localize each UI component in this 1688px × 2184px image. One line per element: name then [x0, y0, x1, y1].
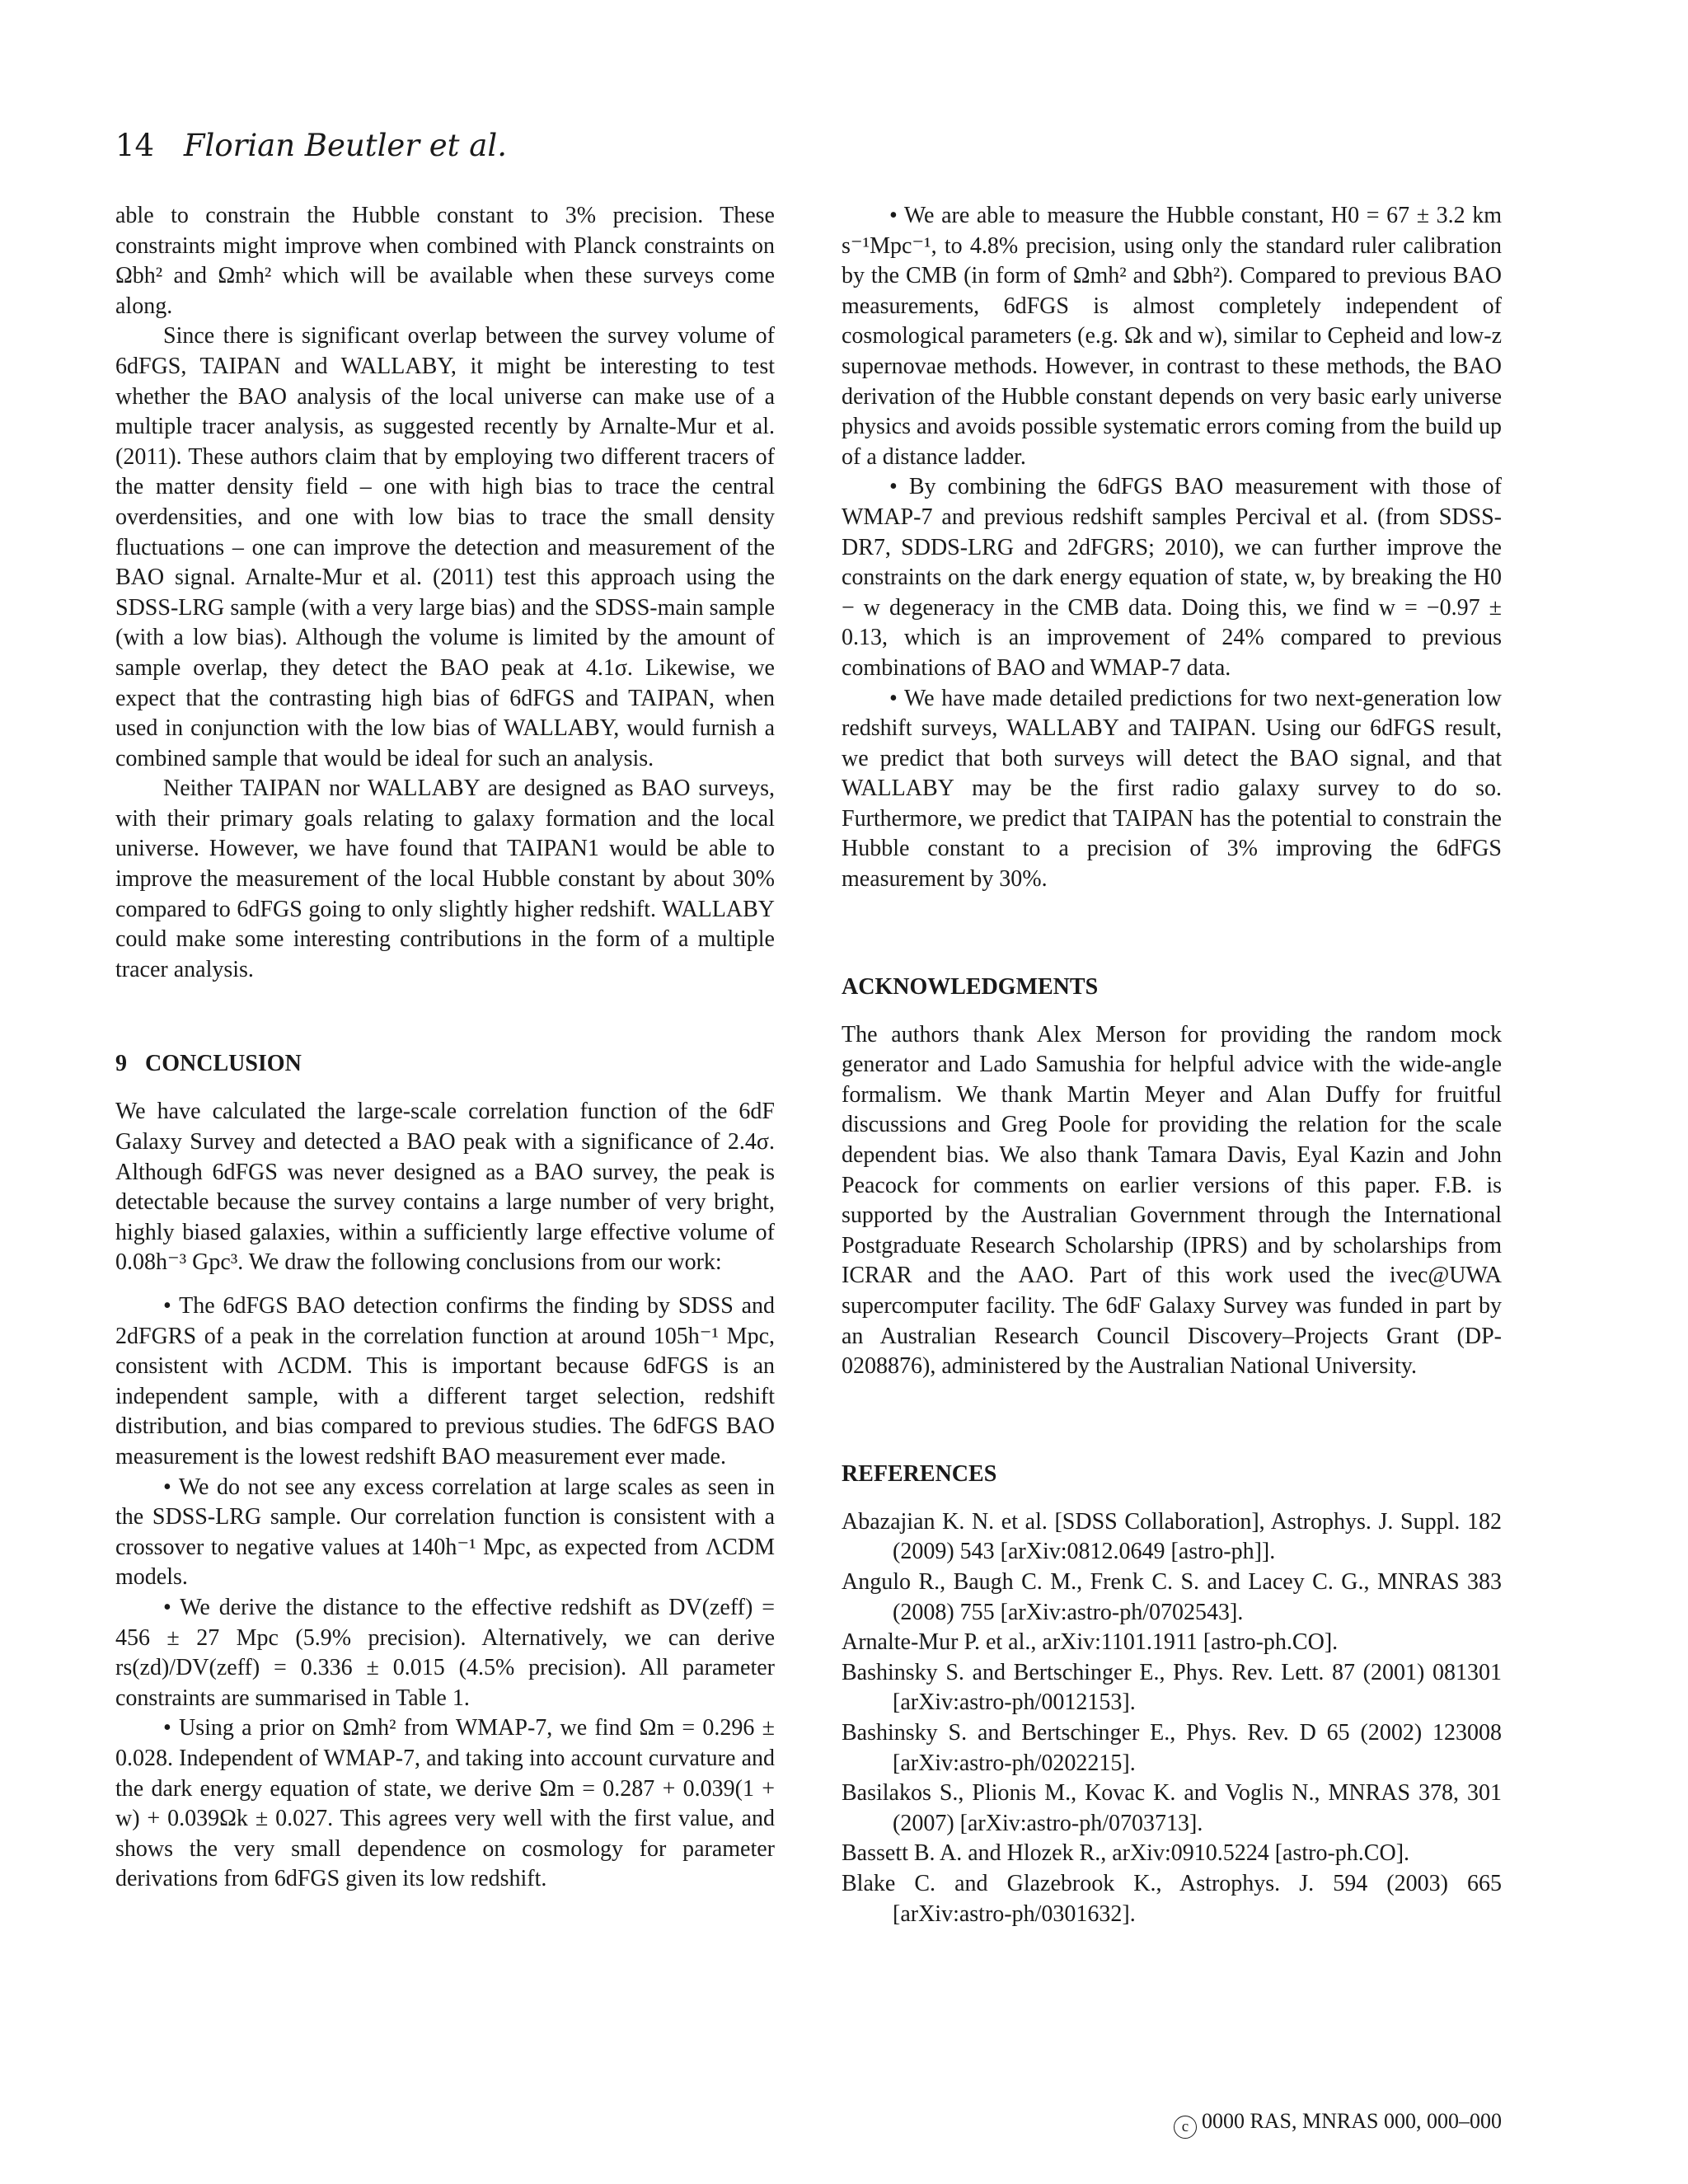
acknowledgments-text: The authors thank Alex Merson for providing the random mock generator and Lado Samushia for helpful advice with the wide-angle formalism. We thank Martin Meyer and Alan Duffy for fruitful discussions and Greg Poole for providing the relation for the scale dependent bias. We also thank Tamara Davis, Eyal Kazin and John Peacock for comments on earlier versions of this paper. F.B. is supported by the Australian Government through the International Postgraduate Research Scholarship (IPRS) and by scholarships from ICRAR and the AAO. Part of this work used the ivec@UWA supercomputer facility. The 6dF Galaxy Survey was funded in part by an Australian Research Council Discovery–Projects Grant (DP-0208876), administered by the Australian National University.	[842, 1021, 1502, 1380]
section-title: CONCLUSION	[145, 1051, 302, 1077]
reference-item: Bashinsky S. and Bertschinger E., Phys. Rev. D 65 (2002) 123008 [arXiv:astro-ph/0202215].	[842, 1719, 1502, 1776]
footer-text: 0000 RAS, MNRAS 000, 000–000	[1201, 2109, 1502, 2133]
section-heading-acknowledgments: ACKNOWLEDGMENTS	[842, 973, 1099, 1000]
reference-item: Blake C. and Glazebrook K., Astrophys. J. 594 (2003) 665 [arXiv:astro-ph/0301632].	[842, 1870, 1502, 1927]
reference-item: Angulo R., Baugh C. M., Frenk C. S. and Lacey C. G., MNRAS 383 (2008) 755 [arXiv:astro-ph/0702543].	[842, 1568, 1502, 1625]
paragraph: Neither TAIPAN nor WALLABY are designed as BAO surveys, with their primary goals relating to galaxy formation and the local universe. However, we have found that TAIPAN1 would be able to improve the measurement of the local Hubble constant by about 30% compared to 6dFGS going to only slightly higher redshift. WALLABY could make some interesting contributions in the form of a multiple tracer analysis.	[115, 776, 775, 982]
reference-item: Bassett B. A. and Hlozek R., arXiv:0910.5224 [astro-ph.CO].	[842, 1840, 1410, 1867]
page-number: 14	[115, 128, 155, 163]
copyright-footer	[1174, 2107, 1502, 2139]
section-number: 9	[115, 1051, 127, 1077]
reference-item: Basilakos S., Plionis M., Kovac K. and Voglis N., MNRAS 378, 301 (2007) [arXiv:astro-ph/0703713].	[842, 1780, 1502, 1836]
paragraph: We have calculated the large-scale correlation function of the 6dF Galaxy Survey and detected a BAO peak with a significance of 2.4σ. Although 6dFGS was never designed as a BAO survey, the peak is detectable because the survey contains a large number of very bright, highly biased galaxies, within a sufficiently large effective volume of 0.08h⁻³ Gpc³. We draw the following conclusions from our work:	[115, 1099, 775, 1276]
right-column	[842, 201, 1502, 1929]
reference-item: Bashinsky S. and Bertschinger E., Phys. Rev. Lett. 87 (2001) 081301 [arXiv:astro-ph/0012153].	[842, 1659, 1502, 1716]
bullet-item: • We are able to measure the Hubble constant, H0 = 67 ± 3.2 km s⁻¹Mpc⁻¹, to 4.8% precision, using only the standard ruler calibration by the CMB (in form of Ωmh² and Ωbh²). Compared to previous BAO measurements, 6dFGS is almost completely independent of cosmological parameters (e.g. Ωk and w), similar to Cepheid and low-z supernovae methods. However, in contrast to these methods, the BAO derivation of the Hubble constant depends on very basic early universe physics and avoids possible systematic errors coming from the build up of a distance ladder.	[842, 203, 1502, 470]
running-header	[115, 128, 507, 164]
reference-list	[842, 1507, 1502, 1929]
section-heading-references: REFERENCES	[842, 1460, 997, 1487]
bullet-item: • We do not see any excess correlation at large scales as seen in the SDSS-LRG sample. Our correlation function is consistent with a crossover to negative values at 140h⁻¹ Mpc, as expected from ΛCDM models.	[115, 1474, 775, 1591]
bullet-item: • We derive the distance to the effective redshift as DV(zeff) = 456 ± 27 Mpc (5.9% precision). Alternatively, we can derive rs(zd)/DV(zeff) = 0.336 ± 0.015 (4.5% precision). All parameter constraints are summarised in Table 1.	[115, 1594, 775, 1711]
paragraph: able to constrain the Hubble constant to 3% precision. These constraints might improve when combined with Planck constraints on Ωbh² and Ωmh² which will be available when these surveys come along.	[115, 203, 775, 319]
reference-item: Abazajian K. N. et al. [SDSS Collaboration], Astrophys. J. Suppl. 182 (2009) 543 [arXiv:0812.0649 [astro-ph]].	[842, 1508, 1502, 1565]
bullet-item: • We have made detailed predictions for two next-generation low redshift surveys, WALLABY and TAIPAN. Using our 6dFGS result, we predict that both surveys will detect the BAO signal, and that WALLABY may be the first radio galaxy survey to do so. Furthermore, we predict that TAIPAN has the potential to constrain the Hubble constant to a precision of 3% improving the 6dFGS measurement by 30%.	[842, 685, 1502, 893]
bullet-item: • By combining the 6dFGS BAO measurement with those of WMAP-7 and previous redshift samples Percival et al. (from SDSS-DR7, SDDS-LRG and 2dFGRS; 2010), we can further improve the constraints on the dark energy equation of state, w, by breaking the H0 − w degeneracy in the CMB data. Doing this, we find w = −0.97 ± 0.13, which is an improvement of 24% compared to previous combinations of BAO and WMAP-7 data.	[842, 474, 1502, 681]
paragraph: Since there is significant overlap between the survey volume of 6dFGS, TAIPAN and WALLABY, it might be interesting to test whether the BAO analysis of the local universe can make use of a multiple tracer analysis, as suggested recently by Arnalte-Mur et al. (2011). These authors claim that by employing two different tracers of the matter density field – one with high bias to trace the central overdensities, and one with low bias to trace the small density fluctuations – one can improve the detection and measurement of the BAO signal. Arnalte-Mur et al. (2011) test this approach using the SDSS-LRG sample (with a very large bias) and the SDSS-main sample (with a low bias). Although the volume is limited by the amount of sample overlap, they detect the BAO peak at 4.1σ. Likewise, we expect that the contrasting high bias of 6dFGS and TAIPAN, when used in conjunction with the low bias of WALLABY, would furnish a combined sample that would be ideal for such an analysis.	[115, 323, 775, 771]
copyright-icon: c	[1174, 2116, 1197, 2139]
section-heading-conclusion	[115, 1049, 775, 1079]
left-column	[115, 201, 775, 1895]
running-authors: Florian Beutler et al.	[183, 128, 507, 163]
bullet-item: • The 6dFGS BAO detection confirms the finding by SDSS and 2dFGRS of a peak in the correlation function at around 105h⁻¹ Mpc, consistent with ΛCDM. This is important because 6dFGS is an independent sample, with a different target selection, redshift distribution, and bias compared to previous studies. The 6dFGS BAO measurement is the lowest redshift BAO measurement ever made.	[115, 1293, 775, 1469]
bullet-item: • Using a prior on Ωmh² from WMAP-7, we find Ωm = 0.296 ± 0.028. Independent of WMAP-7, and taking into account curvature and the dark energy equation of state, we derive Ωm = 0.287 + 0.039(1 + w) + 0.039Ωk ± 0.027. This agrees very well with the first value, and shows the very small dependence on cosmology for parameter derivations from 6dFGS given its low redshift.	[115, 1715, 775, 1892]
reference-item: Arnalte-Mur P. et al., arXiv:1101.1911 [astro-ph.CO].	[842, 1629, 1339, 1656]
